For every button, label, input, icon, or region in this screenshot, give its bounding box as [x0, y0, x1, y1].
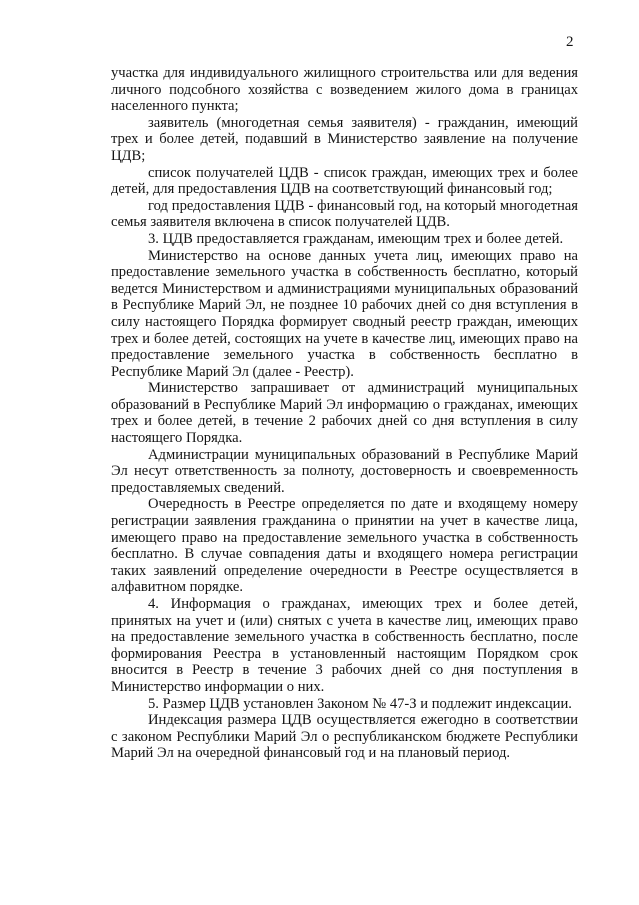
paragraph-definition-recipient-list: список получателей ЦДВ - список граждан, имеющих трех и более детей, для предоставления ЦДВ на соответствующий финансовый год;: [111, 164, 578, 198]
paragraph-clause-5: 5. Размер ЦДВ установлен Законом № 47-З и подлежит индексации.: [148, 695, 572, 712]
paragraph-definition-year: год предоставления ЦДВ - финансовый год, на который многодетная семья заявителя включена в список получателей ЦДВ.: [111, 197, 578, 231]
paragraph-ministry-request: Министерство запрашивает от администраций муниципальных образований в Республике Марий Эл информацию о гражданах, имеющих трех и более детей, в течение 2 рабочих дней со дня вступления в силу настоящего Порядка.: [111, 380, 578, 447]
paragraph-clause-3: 3. ЦДВ предоставляется гражданам, имеющим трех и более детей.: [148, 230, 564, 247]
paragraph-registry-order: Очередность в Реестре определяется по дате и входящему номеру регистрации заявления гражданина о принятии на учет в качестве лица, имеющего право на предоставление земельного участка в собственность бесплатно. В случае совпадения даты и входящего номера регистрации таких заявлений определение очередности в Реестре осуществляется в алфавитном порядке.: [111, 496, 578, 596]
paragraph-administrations-responsibility: Администрации муниципальных образований в Республике Марий Эл несут ответственность за полноту, достоверность и своевременность предоставляемых сведений.: [111, 446, 578, 496]
paragraph-indexation: Индексация размера ЦДВ осуществляется ежегодно в соответствии с законом Республики Марий Эл о республиканском бюджете Республики Марий Эл на очередной финансовый год и на плановый период.: [111, 712, 578, 762]
paragraph-clause-4: 4. Информация о гражданах, имеющих трех и более детей, принятых на учет и (или) снятых с учета в качестве лиц, имеющих право на предоставление земельного участка в собственность бесплатно, после формирования Реестра в установленный настоящим Порядком срок вносится в Реестр в течение 3 рабочих дней со дня поступления в Министерство информации о них.: [111, 596, 578, 695]
paragraph-definition-applicant: заявитель (многодетная семья заявителя) - гражданин, имеющий трех и более детей, подавший в Министерство заявление на получение ЦДВ;: [111, 114, 578, 164]
paragraph-definition-plot: участка для индивидуального жилищного строительства или для ведения личного подсобного хозяйства с возведением жилого дома в границах населенного пункта;: [111, 65, 578, 115]
document-body: [111, 65, 578, 762]
page-number: 2: [566, 34, 574, 50]
paragraph-registry-formation: Министерство на основе данных учета лиц, имеющих право на предоставление земельного участка в собственность бесплатно, который ведется Министерством и администрациями муниципальных образований в Республике Марий Эл, не позднее 10 рабочих дней со дня вступления в силу настоящего Порядка формирует сводный реестр граждан, имеющих трех и более детей, состоящих на учете в качестве лиц, имеющих право на предоставление земельного участка в собственность бесплатно в Республике Марий Эл (далее - Реестр).: [111, 247, 578, 380]
